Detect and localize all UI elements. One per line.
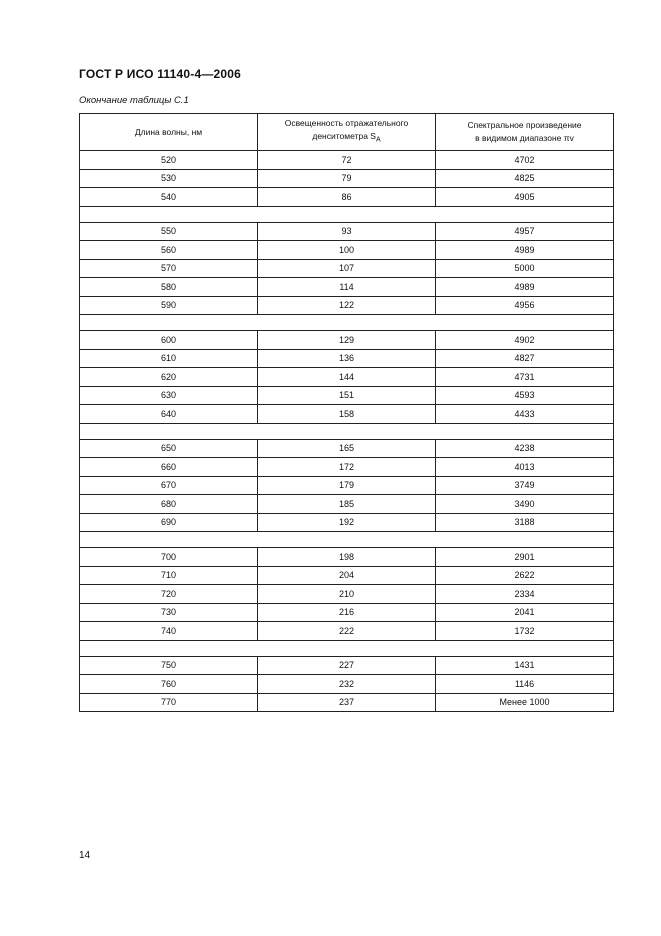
cell-wavelength: 640 (80, 405, 258, 424)
table-caption: Окончание таблицы С.1 (79, 95, 189, 106)
cell-spectral-product: 4731 (436, 368, 614, 387)
table-row (80, 296, 614, 315)
table-row (80, 188, 614, 207)
cell-illuminance: 222 (258, 622, 436, 641)
cell-wavelength: 580 (80, 278, 258, 297)
table-row (80, 675, 614, 694)
cell-wavelength: 680 (80, 495, 258, 514)
cell-wavelength: 540 (80, 188, 258, 207)
cell-spectral-product: 1732 (436, 622, 614, 641)
document-header: ГОСТ Р ИСО 11140-4—2006 (79, 67, 242, 81)
table-row (80, 603, 614, 622)
separator-cell (80, 315, 614, 331)
cell-illuminance: 227 (258, 656, 436, 675)
cell-illuminance: 144 (258, 368, 436, 387)
cell-wavelength: 720 (80, 585, 258, 604)
cell-wavelength: 570 (80, 259, 258, 278)
group-separator-row (80, 423, 614, 439)
cell-illuminance: 158 (258, 405, 436, 424)
table-row (80, 693, 614, 712)
cell-wavelength: 750 (80, 656, 258, 675)
cell-illuminance: 136 (258, 349, 436, 368)
cell-illuminance: 72 (258, 151, 436, 170)
column-header-line: Спектральное произведение (467, 120, 582, 130)
cell-illuminance: 185 (258, 495, 436, 514)
group-separator-row (80, 206, 614, 222)
table-row (80, 585, 614, 604)
table-row (80, 368, 614, 387)
table-row (80, 405, 614, 424)
table-row (80, 151, 614, 170)
separator-cell (80, 206, 614, 222)
cell-spectral-product: 4825 (436, 169, 614, 188)
cell-illuminance: 204 (258, 566, 436, 585)
cell-spectral-product: 3490 (436, 495, 614, 514)
table-row (80, 513, 614, 532)
cell-illuminance: 165 (258, 439, 436, 458)
table-row (80, 476, 614, 495)
column-header-wavelength (80, 114, 258, 151)
cell-illuminance: 93 (258, 222, 436, 241)
table-row (80, 241, 614, 260)
cell-spectral-product: 4433 (436, 405, 614, 424)
cell-wavelength: 520 (80, 151, 258, 170)
table-body (80, 151, 614, 712)
column-header-line: Освещенность отражательного (284, 118, 409, 129)
cell-wavelength: 760 (80, 675, 258, 694)
page-number: 14 (79, 850, 91, 861)
separator-cell (80, 640, 614, 656)
cell-spectral-product: 4956 (436, 296, 614, 315)
cell-illuminance: 216 (258, 603, 436, 622)
group-separator-row (80, 315, 614, 331)
cell-illuminance: 79 (258, 169, 436, 188)
cell-illuminance: 122 (258, 296, 436, 315)
cell-spectral-product: 1431 (436, 656, 614, 675)
cell-wavelength: 710 (80, 566, 258, 585)
cell-illuminance: 210 (258, 585, 436, 604)
column-header-line: Длина волны, нм (134, 126, 203, 137)
cell-wavelength: 670 (80, 476, 258, 495)
separator-cell (80, 423, 614, 439)
table-row (80, 566, 614, 585)
cell-spectral-product: 4957 (436, 222, 614, 241)
table-row (80, 548, 614, 567)
cell-spectral-product: 3188 (436, 513, 614, 532)
cell-wavelength: 690 (80, 513, 258, 532)
table-row (80, 259, 614, 278)
cell-illuminance: 232 (258, 675, 436, 694)
cell-illuminance: 114 (258, 278, 436, 297)
table-row (80, 222, 614, 241)
cell-wavelength: 550 (80, 222, 258, 241)
table-row (80, 169, 614, 188)
cell-wavelength: 660 (80, 458, 258, 477)
cell-spectral-product: 5000 (436, 259, 614, 278)
cell-illuminance: 192 (258, 513, 436, 532)
cell-wavelength: 560 (80, 241, 258, 260)
cell-illuminance: 129 (258, 331, 436, 350)
cell-spectral-product: 2901 (436, 548, 614, 567)
table-header-row (80, 114, 614, 151)
table-row (80, 386, 614, 405)
cell-spectral-product: 2622 (436, 566, 614, 585)
cell-illuminance: 100 (258, 241, 436, 260)
table-row (80, 458, 614, 477)
table-row (80, 439, 614, 458)
table-row (80, 349, 614, 368)
table-row (80, 656, 614, 675)
cell-spectral-product: 2334 (436, 585, 614, 604)
cell-illuminance: 237 (258, 693, 436, 712)
cell-wavelength: 600 (80, 331, 258, 350)
cell-wavelength: 620 (80, 368, 258, 387)
column-header-illuminance (258, 114, 436, 151)
cell-illuminance: 179 (258, 476, 436, 495)
table-row (80, 278, 614, 297)
cell-spectral-product: 4902 (436, 331, 614, 350)
cell-spectral-product: 4702 (436, 151, 614, 170)
cell-illuminance: 151 (258, 386, 436, 405)
group-separator-row (80, 532, 614, 548)
column-header-line: в видимом диапазоне πv (475, 133, 574, 143)
cell-illuminance: 107 (258, 259, 436, 278)
table-row (80, 495, 614, 514)
cell-spectral-product: Менее 1000 (436, 693, 614, 712)
cell-wavelength: 770 (80, 693, 258, 712)
cell-spectral-product: 2041 (436, 603, 614, 622)
column-header-line: денситометра S (312, 131, 376, 142)
cell-spectral-product: 4989 (436, 278, 614, 297)
cell-spectral-product: 4905 (436, 188, 614, 207)
cell-spectral-product: 4013 (436, 458, 614, 477)
cell-wavelength: 700 (80, 548, 258, 567)
cell-spectral-product: 1146 (436, 675, 614, 694)
table-row (80, 331, 614, 350)
table-row (80, 622, 614, 641)
cell-wavelength: 730 (80, 603, 258, 622)
column-header-subscript: A (375, 136, 381, 144)
cell-spectral-product: 4593 (436, 386, 614, 405)
cell-wavelength: 610 (80, 349, 258, 368)
group-separator-row (80, 640, 614, 656)
cell-wavelength: 630 (80, 386, 258, 405)
cell-spectral-product: 4989 (436, 241, 614, 260)
cell-illuminance: 86 (258, 188, 436, 207)
column-header-spectral-product (436, 114, 614, 151)
cell-spectral-product: 4827 (436, 349, 614, 368)
cell-spectral-product: 3749 (436, 476, 614, 495)
cell-illuminance: 198 (258, 548, 436, 567)
cell-spectral-product: 4238 (436, 439, 614, 458)
cell-wavelength: 590 (80, 296, 258, 315)
spectral-table (79, 113, 614, 712)
separator-cell (80, 532, 614, 548)
cell-wavelength: 530 (80, 169, 258, 188)
cell-wavelength: 650 (80, 439, 258, 458)
cell-illuminance: 172 (258, 458, 436, 477)
cell-wavelength: 740 (80, 622, 258, 641)
